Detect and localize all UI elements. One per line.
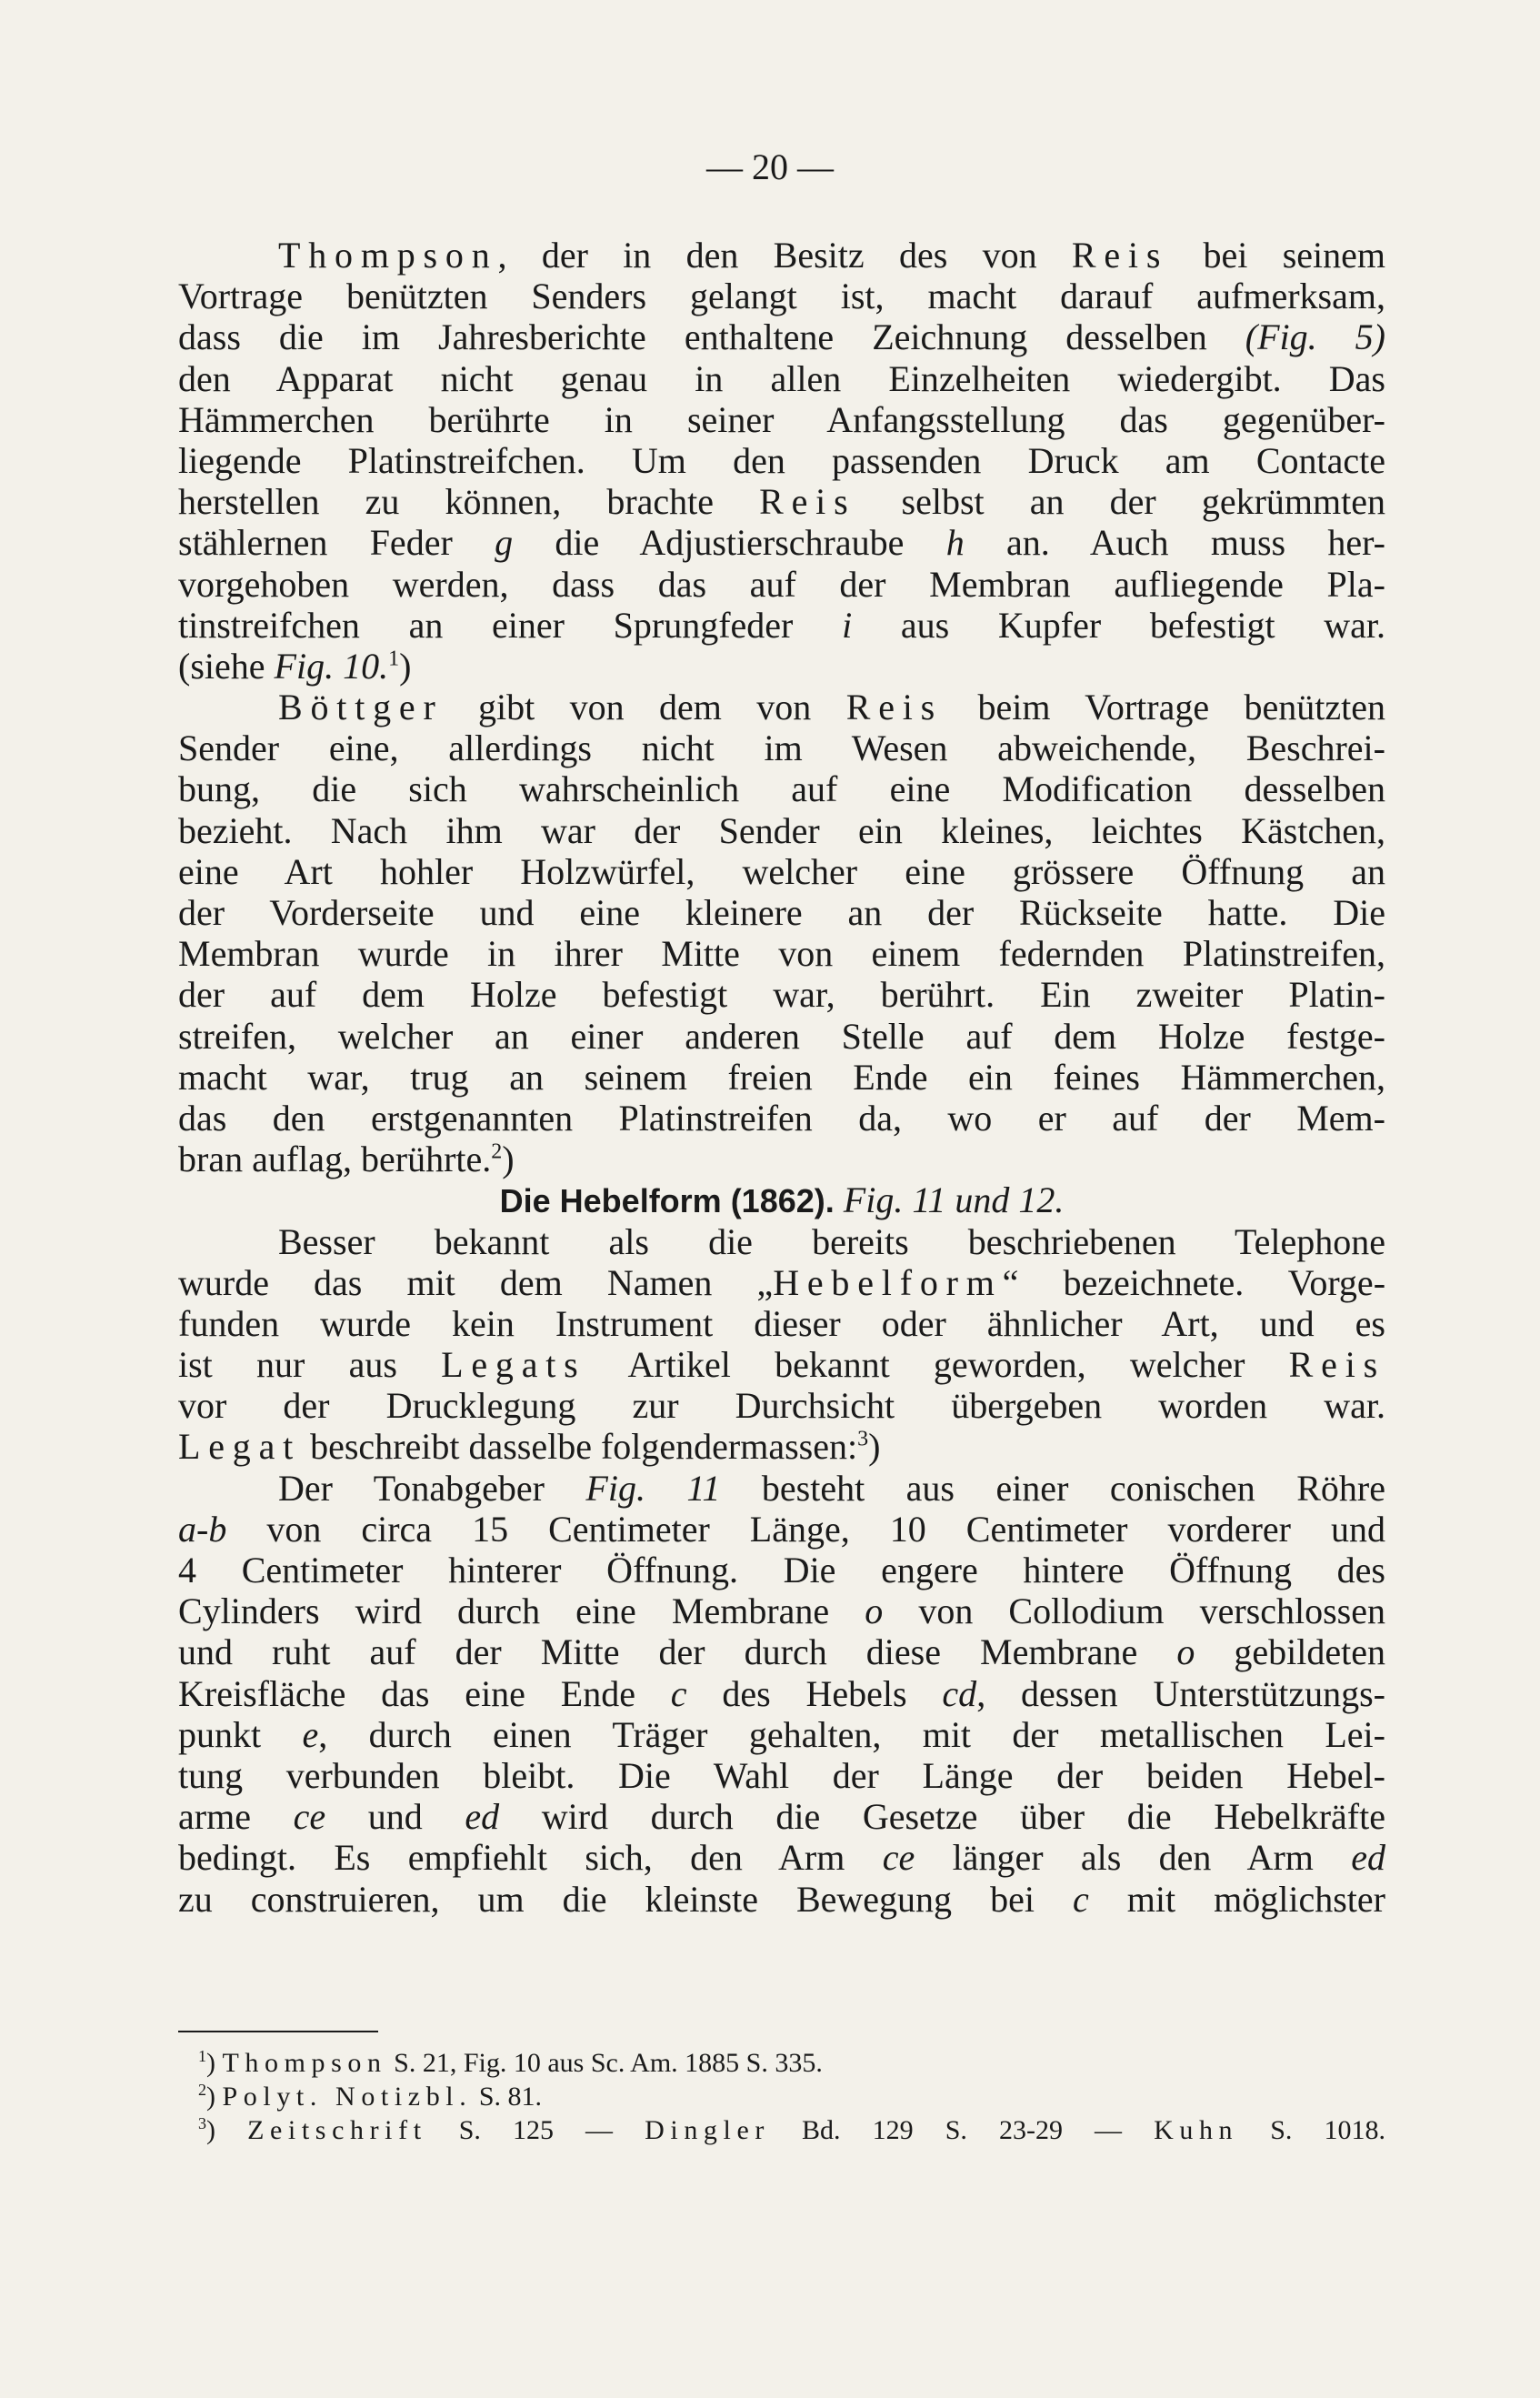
text-line: 4 Centimeter hinterer Öffnung. Die engere hintere Öffnung des [178, 1550, 1385, 1590]
text-line: tung verbunden bleibt. Die Wahl der Länge der beiden Hebel- [178, 1754, 1385, 1796]
text-line: dass die im Jahresberichte enthaltene Zeichnung desselben (Fig. 5) [178, 316, 1386, 358]
footnote-marker: 3 [198, 2114, 206, 2132]
text-line: macht war, trug an seinem freien Ende ein feines Hämmerchen, [178, 1056, 1385, 1098]
text-line: Der Tonabgeber Fig. 11 besteht aus einer conischen Röhre [278, 1467, 1385, 1509]
text-line: eine Art hohler Holzwürfel, welcher eine grössere Öffnung an [178, 850, 1385, 892]
text-line: herstellen zu können, brachte Reis selbst an der gekrümmten [178, 481, 1385, 523]
figure-reference: Fig. 10. [274, 645, 389, 687]
footnote-marker: 1 [388, 647, 400, 671]
text-line: bezieht. Nach ihm war der Sender ein kleines, leichtes Kästchen, [178, 809, 1385, 851]
text-line: bung, die sich wahrscheinlich auf eine Modification desselben [178, 768, 1385, 810]
footnote-marker: 2 [491, 1139, 503, 1164]
footnote-marker: 1 [198, 2047, 206, 2065]
text-line: a-b von circa 15 Centimeter Länge, 10 Centimeter vorderer und [178, 1508, 1385, 1550]
text-line: streifen, welcher an einer anderen Stelle auf dem Holze festge- [178, 1015, 1385, 1057]
text-line: liegende Platinstreifchen. Um den passenden Druck am Contacte [178, 439, 1385, 481]
author-name: Böttger [278, 687, 444, 728]
author-name: Legats [441, 1344, 586, 1386]
text-line: bran auflag, berührte.$^2$) [178, 1139, 515, 1180]
text-line: stählernen Feder g die Adjustierschraube h an. Auch muss her- [178, 522, 1385, 564]
figure-reference: Fig. 11 [585, 1467, 721, 1509]
footnote-marker: 2 [198, 2081, 206, 2099]
text-line: Vortrage benützten Senders gelangt ist, macht darauf aufmerksam, [178, 276, 1385, 317]
text-line: (siehe Fig. 10.$^1$) [178, 645, 412, 687]
text-line: das den erstgenannten Platinstreifen da, wo er auf der Mem- [178, 1097, 1385, 1139]
text-line: Kreisfläche das eine Ende c des Hebels cd, dessen Unterstützungs- [178, 1672, 1385, 1714]
text-line: Sender eine, allerdings nicht im Wesen abweichende, Beschrei- [178, 727, 1385, 769]
text-line: funden wurde kein Instrument dieser oder ähnlicher Art, und es [178, 1302, 1385, 1344]
text-line: und ruht auf der Mitte der durch diese Membrane o gebildeten [178, 1631, 1385, 1673]
text-line: punkt e, durch einen Träger gehalten, mit der metallischen Lei- [178, 1713, 1385, 1755]
text-line: Besser bekannt als die bereits beschriebenen Telephone [278, 1220, 1385, 1262]
text-line: vor der Drucklegung zur Durchsicht übergeben worden war. [178, 1385, 1385, 1427]
body-text [178, 235, 1385, 1920]
text-line: der auf dem Holze befestigt war, berührt. Ein zweiter Platin- [178, 974, 1385, 1016]
author-name: Legat [178, 1426, 302, 1468]
author-name: Reis [1288, 1344, 1385, 1386]
text-line: Hämmerchen berührte in seiner Anfangsstellung das gegenüber- [178, 398, 1385, 440]
text-line: Legat beschreibt dasselbe folgendermassen:$^3$) [178, 1426, 881, 1468]
text-line: zu construieren, um die kleinste Bewegung bei c mit möglichster [178, 1878, 1385, 1920]
section-heading [178, 1179, 1385, 1220]
author-name: Thompson [278, 235, 498, 276]
figure-reference: Fig. 11 und 12. [843, 1179, 1065, 1221]
author-name: Reis [1071, 235, 1169, 276]
text-line: Cylinders wird durch eine Membrane o von Collodium verschlossen [178, 1590, 1386, 1632]
author-name: Reis [845, 687, 944, 728]
footnotes [198, 2046, 1385, 2147]
text-line: wurde das mit dem Namen „Hebelform“ bezeichnete. Vorge- [178, 1261, 1386, 1303]
text-line: der Vorderseite und eine kleinere an der Rückseite hatte. Die [178, 892, 1385, 933]
text-line: bedingt. Es empfiehlt sich, den Arm ce länger als den Arm ed [178, 1837, 1386, 1879]
text-line: ist nur aus Legats Artikel bekannt geworden, welcher Reis [178, 1344, 1385, 1386]
text-line: tinstreifchen an einer Sprungfeder i aus Kupfer befestigt war. [178, 604, 1385, 646]
text-line: arme ce und ed wird durch die Gesetze über die Hebelkräfte [178, 1796, 1385, 1838]
figure-reference: (Fig. 5) [1245, 316, 1386, 358]
text-line: Membran wurde in ihrer Mitte von einem federnden Platinstreifen, [178, 933, 1385, 975]
footnote-marker: 3 [857, 1428, 869, 1452]
footnote: $^3$) Zeitschrift S. 125 — Dingler Bd. 129 S. 23-29 — Kuhn S. 1018. [198, 2114, 1386, 2145]
text-line: Böttger gibt von dem von Reis beim Vortrage benützten [278, 687, 1385, 728]
footnote-separator [178, 2031, 378, 2032]
page-number: — 20 — [706, 146, 834, 187]
text-line: Thompson, der in den Besitz des von Reis bei seinem [278, 235, 1385, 276]
author-name: Reis [759, 481, 856, 523]
footnote: $^1$) Thompson S. 21, Fig. 10 aus Sc. Am. 1885 S. 335. [198, 2047, 823, 2078]
footnote: $^2$) Polyt. Notizbl. S. 81. [198, 2081, 543, 2112]
section-title: Die Hebelform (1862). [499, 1182, 835, 1220]
text-line: vorgehoben werden, dass das auf der Membran aufliegende Pla- [178, 563, 1385, 605]
text-line: den Apparat nicht genau in allen Einzelheiten wiedergibt. Das [178, 357, 1385, 399]
